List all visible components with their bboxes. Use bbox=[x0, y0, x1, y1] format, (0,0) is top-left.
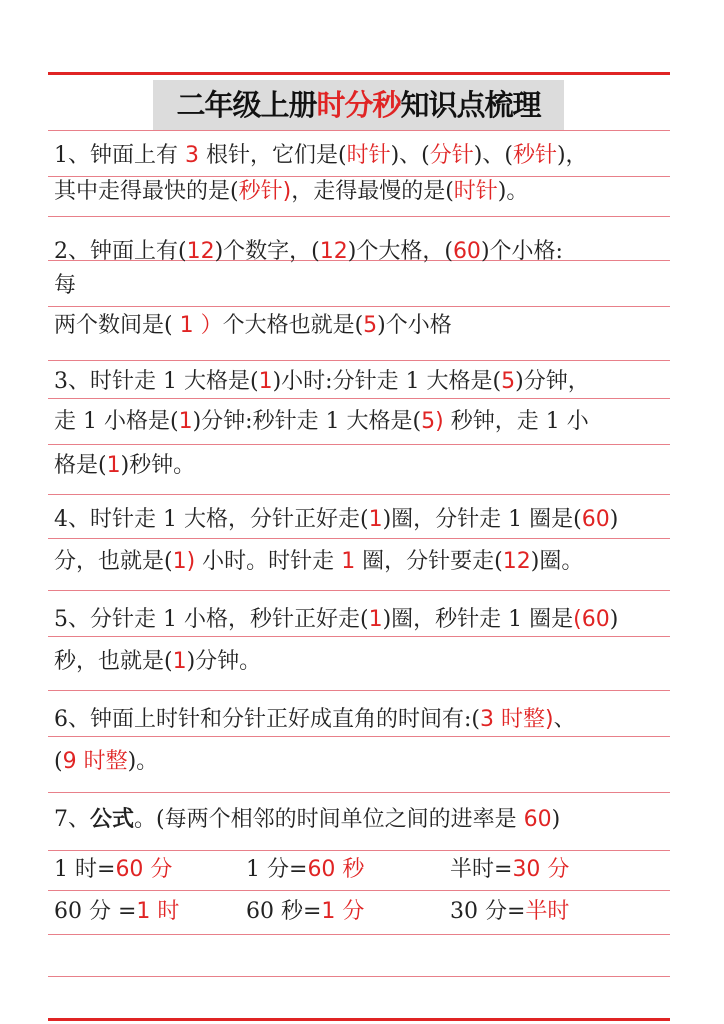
item-2-line-3 bbox=[54, 312, 670, 340]
text-segment: )圈。 bbox=[530, 549, 584, 574]
text-segment: 60 秒= bbox=[246, 899, 322, 924]
ruled-line bbox=[48, 538, 670, 539]
answer-text: (60 bbox=[573, 607, 610, 632]
answer-text: 5) bbox=[421, 409, 444, 434]
text-segment: )分钟。 bbox=[186, 649, 262, 674]
text-segment: 、 bbox=[553, 707, 576, 732]
item-3-line-3 bbox=[54, 452, 670, 480]
text-segment: )个数字，( bbox=[214, 239, 320, 264]
answer-text: 秒针 bbox=[512, 143, 557, 168]
answer-text: 3 bbox=[185, 143, 199, 168]
answer-text: 1 bbox=[172, 649, 187, 674]
text-segment: )圈，分针走 1 圈是( bbox=[382, 507, 582, 532]
answer-text: 12 bbox=[502, 549, 531, 574]
answer-text: 1 bbox=[368, 507, 383, 532]
text-segment: 60 分 = bbox=[54, 899, 137, 924]
text-segment: )个小格 bbox=[377, 313, 452, 338]
text-segment: 每 bbox=[54, 273, 77, 298]
ruled-line bbox=[48, 590, 670, 591]
ruled-line bbox=[48, 792, 670, 793]
item-2-line-1 bbox=[54, 238, 670, 266]
item-1-line-1 bbox=[54, 142, 670, 170]
ruled-line bbox=[48, 306, 670, 307]
ruled-line bbox=[48, 690, 670, 691]
answer-text: 12 bbox=[319, 239, 348, 264]
answer-text: 1 bbox=[341, 549, 356, 574]
title-part-2: 知识点梳理 bbox=[400, 88, 541, 122]
text-segment: 7、 bbox=[54, 807, 90, 832]
page-title bbox=[153, 80, 564, 130]
answer-text: 1) bbox=[172, 549, 196, 574]
text-segment: ，走得最慢的是( bbox=[291, 179, 454, 204]
answer-text: 秒针) bbox=[238, 179, 292, 204]
bold-text: 公式 bbox=[90, 807, 135, 832]
text-segment: )秒钟。 bbox=[120, 453, 196, 478]
text-segment: ( bbox=[54, 749, 63, 774]
formula-cell bbox=[54, 898, 179, 926]
text-segment: 秒钟，走 1 小 bbox=[443, 409, 589, 434]
item-1-line-2 bbox=[54, 178, 670, 206]
answer-text: 60 bbox=[581, 507, 610, 532]
text-segment: 2、钟面上有( bbox=[54, 239, 187, 264]
answer-text: 12 bbox=[186, 239, 215, 264]
answer-text: 分针 bbox=[429, 143, 474, 168]
ruled-line bbox=[48, 130, 670, 131]
text-segment: 3、时针走 1 大格是( bbox=[54, 369, 259, 394]
bottom-red-rule bbox=[48, 1018, 670, 1021]
answer-text: 3 时整) bbox=[480, 707, 554, 732]
text-segment: 5、分针走 1 小格，秒针正好走( bbox=[54, 607, 369, 632]
answer-text: 半时 bbox=[525, 899, 570, 924]
ruled-line bbox=[48, 494, 670, 495]
item-5-line-1 bbox=[54, 606, 670, 634]
formula-cell bbox=[246, 898, 364, 926]
text-segment: 其中走得最快的是( bbox=[54, 179, 239, 204]
text-segment: )、( bbox=[390, 143, 430, 168]
item-2-line-2 bbox=[54, 272, 670, 300]
item-7-line-1 bbox=[54, 806, 670, 834]
text-segment: 30 分= bbox=[450, 899, 526, 924]
text-segment: )分钟， bbox=[515, 369, 590, 394]
answer-text: 1 ） bbox=[172, 313, 223, 338]
text-segment: 两个数间是( bbox=[54, 313, 173, 338]
text-segment: )小时:分针走 1 大格是( bbox=[272, 369, 502, 394]
item-4-line-2 bbox=[54, 548, 670, 576]
answer-text: 60 分 bbox=[115, 857, 173, 882]
ruled-line bbox=[48, 176, 670, 177]
text-segment: 半时= bbox=[450, 857, 513, 882]
answer-text: 30 分 bbox=[512, 857, 570, 882]
text-segment: 小时。时针走 bbox=[195, 549, 342, 574]
text-segment: 秒，也就是( bbox=[54, 649, 173, 674]
ruled-line bbox=[48, 360, 670, 361]
text-segment: 分，也就是( bbox=[54, 549, 173, 574]
item-6-line-2 bbox=[54, 748, 670, 776]
text-segment: 个大格也就是( bbox=[222, 313, 364, 338]
title-part-1: 二年级上册 bbox=[176, 88, 317, 122]
answer-text: 5 bbox=[501, 369, 516, 394]
text-segment: 4、时针走 1 大格，分针正好走( bbox=[54, 507, 369, 532]
text-segment: 根针，它们是( bbox=[199, 143, 347, 168]
title-highlight: 时分秒 bbox=[316, 88, 401, 122]
ruled-line bbox=[48, 890, 670, 891]
text-segment: 1 时= bbox=[54, 857, 116, 882]
answer-text: 60 bbox=[452, 239, 481, 264]
top-red-rule bbox=[48, 72, 670, 75]
text-segment: )， bbox=[556, 143, 588, 168]
ruled-line bbox=[48, 398, 670, 399]
ruled-line bbox=[48, 934, 670, 935]
formula-cell bbox=[450, 898, 569, 926]
answer-text: 1 bbox=[178, 409, 193, 434]
answer-text: 1 bbox=[258, 369, 273, 394]
text-segment: ) bbox=[551, 807, 561, 832]
answer-text: 1 bbox=[368, 607, 383, 632]
text-segment: )。 bbox=[127, 749, 159, 774]
answer-text: 9 时整 bbox=[62, 749, 128, 774]
ruled-line bbox=[48, 850, 670, 851]
text-segment: )分钟:秒针走 1 大格是( bbox=[192, 409, 422, 434]
answer-text: 时针 bbox=[346, 143, 391, 168]
item-5-line-2 bbox=[54, 648, 670, 676]
ruled-line bbox=[48, 736, 670, 737]
answer-text: 1 时 bbox=[136, 899, 180, 924]
answer-text: 1 bbox=[106, 453, 121, 478]
text-segment: 。(每两个相邻的时间单位之间的进率是 bbox=[134, 807, 524, 832]
formula-cell bbox=[450, 856, 569, 884]
text-segment: )个大格，( bbox=[347, 239, 453, 264]
text-segment: 圈，分针要走( bbox=[355, 549, 503, 574]
text-segment: ) bbox=[609, 507, 619, 532]
answer-text: 5 bbox=[363, 313, 378, 338]
text-segment: 1 分= bbox=[246, 857, 308, 882]
text-segment: )个小格: bbox=[480, 239, 563, 264]
item-3-line-1 bbox=[54, 368, 670, 396]
item-3-line-2 bbox=[54, 408, 670, 436]
text-segment: 1、钟面上有 bbox=[54, 143, 185, 168]
ruled-line bbox=[48, 976, 670, 977]
answer-text: 1 分 bbox=[321, 899, 365, 924]
worksheet-page bbox=[48, 0, 670, 1024]
answer-text: 时针 bbox=[453, 179, 498, 204]
answer-text: 60 秒 bbox=[307, 857, 365, 882]
text-segment: 6、钟面上时针和分针正好成直角的时间有:( bbox=[54, 707, 480, 732]
formula-cell bbox=[54, 856, 172, 884]
formula-cell bbox=[246, 856, 364, 884]
item-6-line-1 bbox=[54, 706, 670, 734]
text-segment: )、( bbox=[473, 143, 513, 168]
ruled-line bbox=[48, 216, 670, 217]
text-segment: ) bbox=[609, 607, 619, 632]
text-segment: 格是( bbox=[54, 453, 107, 478]
ruled-line bbox=[48, 444, 670, 445]
text-segment: )。 bbox=[497, 179, 529, 204]
text-segment: )圈，秒针走 1 圈是 bbox=[382, 607, 574, 632]
text-segment: 走 1 小格是( bbox=[54, 409, 179, 434]
ruled-line bbox=[48, 636, 670, 637]
item-4-line-1 bbox=[54, 506, 670, 534]
answer-text: 60 bbox=[523, 807, 552, 832]
